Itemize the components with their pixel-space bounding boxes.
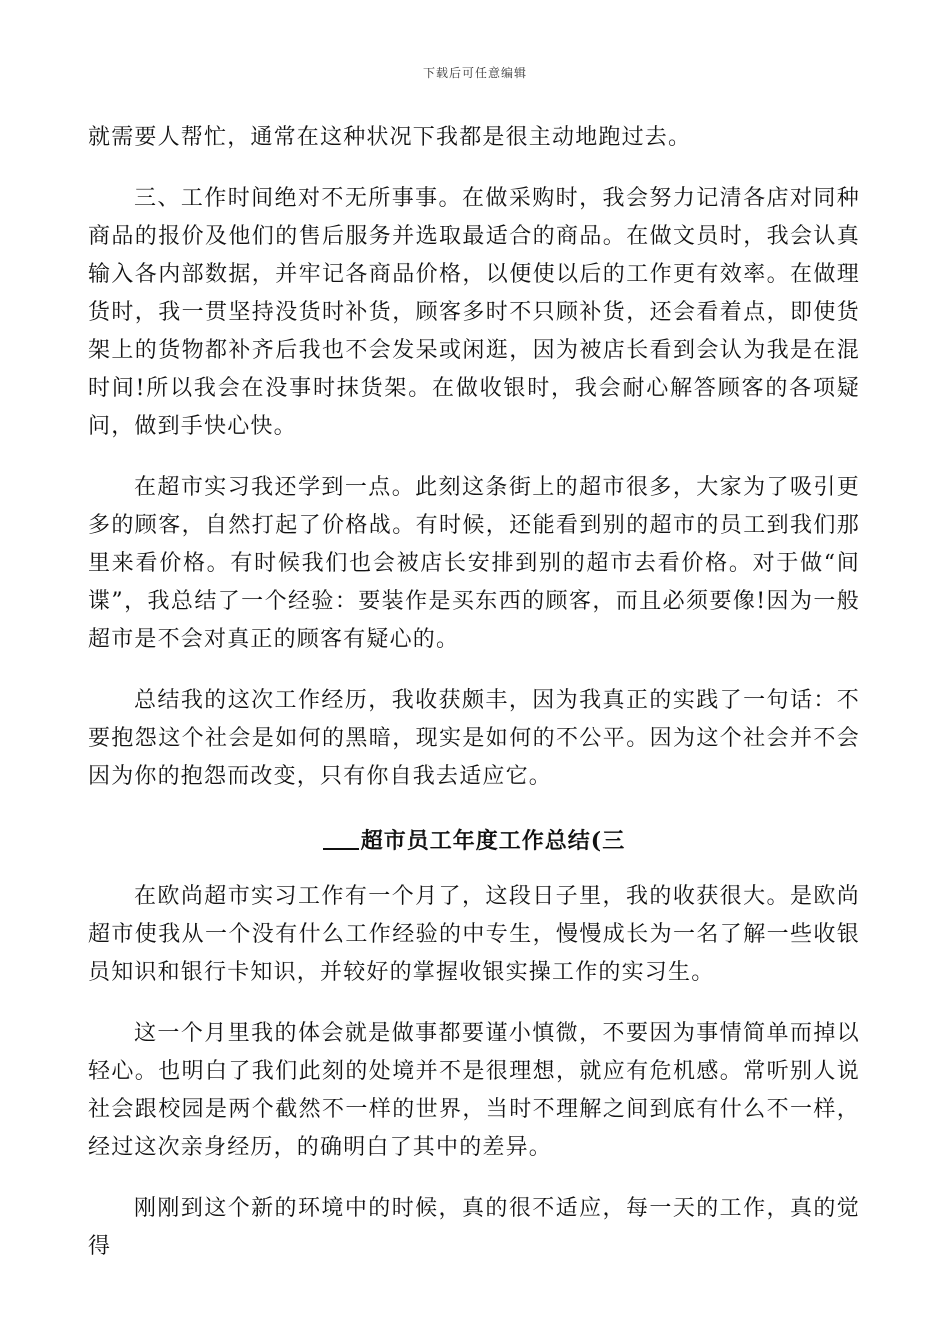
paragraph-experience: 这一个月里我的体会就是做事都要谨小慎微，不要因为事情简单而掉以轻心。也明白了我们此刻的处境并不是很理想，就应有危机感。常听别人说社会跟校园是两个截然不一样的世界，当时不理解之间到底有什么不一样，经过这次亲身经历，的确明白了其中的差异。 xyxy=(88,1021,860,1160)
section-heading xyxy=(88,825,860,857)
paragraph-continuation: 就需要人帮忙，通常在这种状况下我都是很主动地跑过去。 xyxy=(88,125,692,150)
document-body xyxy=(88,119,860,1266)
paragraph-price-war: 在超市实习我还学到一点。此刻这条街上的超市很多，大家为了吸引更多的顾客，自然打起了价格战。有时候，还能看到别的超市的员工到我们那里来看价格。有时候我们也会被店长安排到别的超市去看价格。对于做“间谍”，我总结了一个经验：要装作是买东西的顾客，而且必须要像!因为一般超市是不会对真正的顾客有疑心的。 xyxy=(88,475,860,652)
paragraph-summary: 总结我的这次工作经历，我收获颇丰，因为我真正的实践了一句话：不要抱怨这个社会是如何的黑暗，现实是如何的不公平。因为这个社会并不会因为你的抱怨而改变，只有你自我去适应它。 xyxy=(88,688,860,789)
paragraph-internship-intro: 在欧尚超市实习工作有一个月了，这段日子里，我的收获很大。是欧尚超市使我从一个没有什么工作经验的中专生，慢慢成长为一名了解一些收银员知识和银行卡知识，并较好的掌握收银实操工作的实习生。 xyxy=(88,884,860,985)
page-header: 下载后可任意编辑 xyxy=(422,66,527,80)
section-heading-text: 超市员工年度工作总结(三 xyxy=(360,828,626,854)
fill-in-blank-line xyxy=(323,834,359,850)
paragraph-work-time: 三、工作时间绝对不无所事事。在做采购时，我会努力记清各店对同种商品的报价及他们的售后服务并选取最适合的商品。在做文员时，我会认真输入各内部数据，并牢记各商品价格，以便使以后的工作更有效率。在做理货时，我一贯坚持没货时补货，顾客多时不只顾补货，还会看着点，即使货架上的货物都补齐后我也不会发呆或闲逛，因为被店长看到会认为我是在混时间!所以我会在没事时抹货架。在做收银时，我会耐心解答顾客的各项疑问，做到手快心快。 xyxy=(88,186,860,439)
paragraph-new-environment: 刚刚到这个新的环境中的时候，真的很不适应，每一天的工作，真的觉得 xyxy=(88,1196,860,1259)
